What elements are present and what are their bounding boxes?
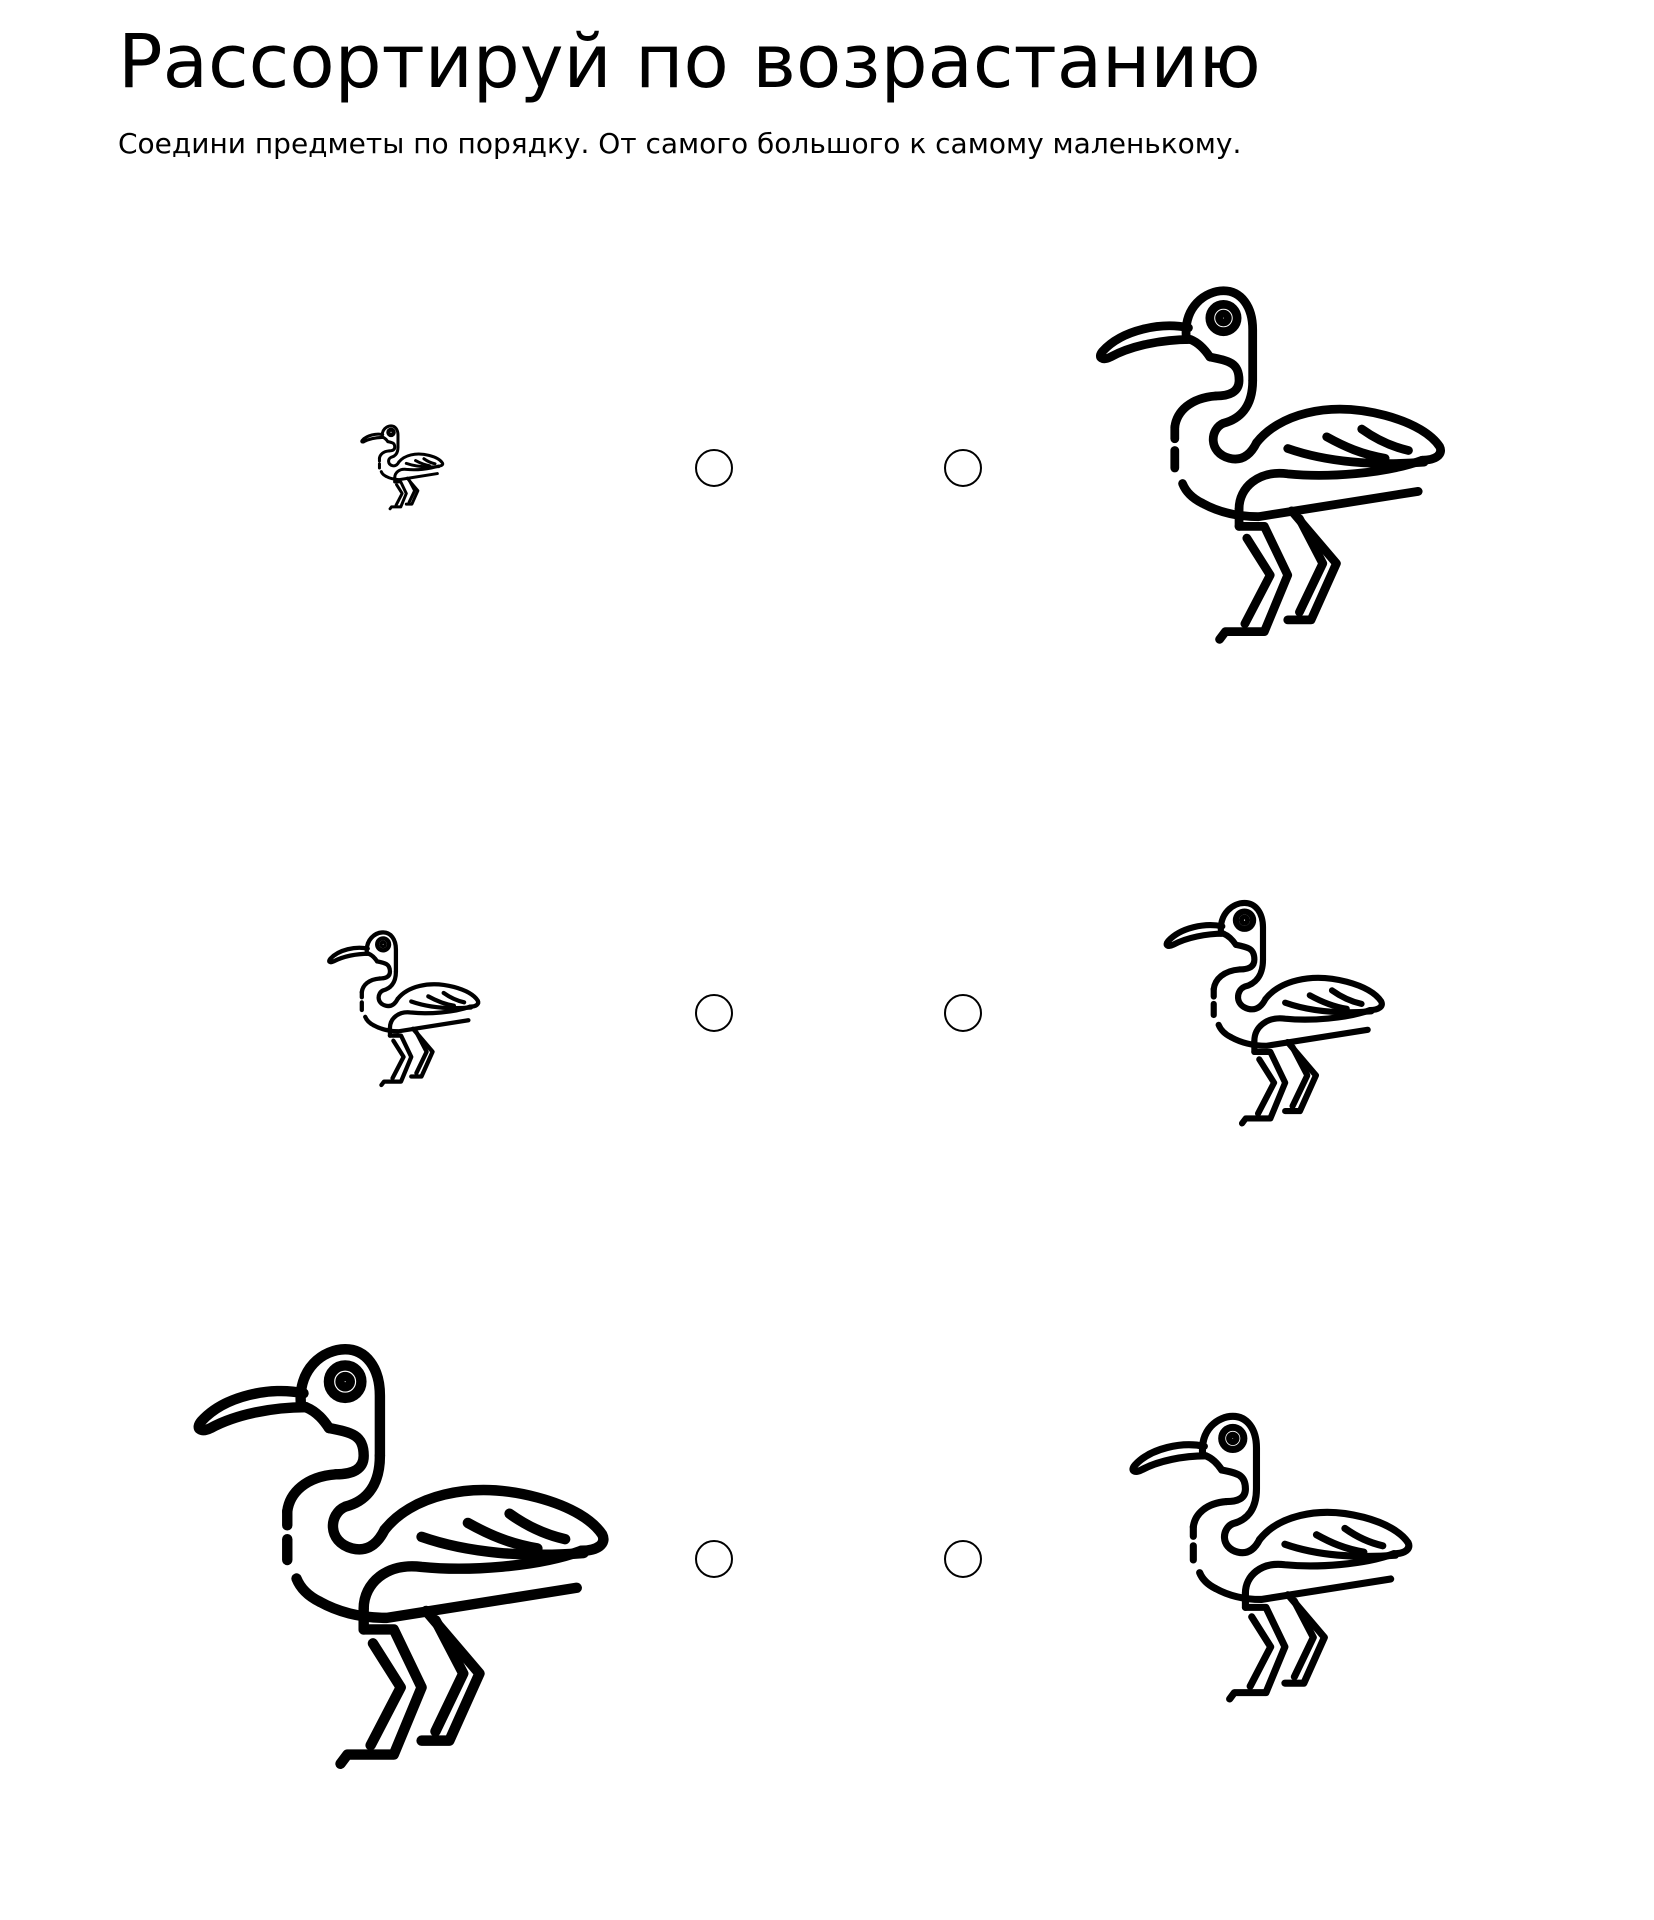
connect-point[interactable] bbox=[695, 994, 733, 1032]
heron-icon[interactable] bbox=[1127, 1380, 1427, 1740]
worksheet-instruction: Соедини предметы по порядку. От самого большого к самому маленькому. bbox=[118, 127, 1242, 160]
heron-icon[interactable] bbox=[1162, 874, 1396, 1156]
worksheet-title: Рассортируй по возрастанию bbox=[118, 19, 1261, 105]
connect-point[interactable] bbox=[944, 1540, 982, 1578]
connect-point[interactable] bbox=[695, 449, 733, 487]
connect-point[interactable] bbox=[944, 449, 982, 487]
heron-icon[interactable] bbox=[326, 912, 488, 1108]
heron-icon[interactable] bbox=[360, 410, 448, 526]
heron-icon[interactable] bbox=[190, 1300, 630, 1820]
connect-point[interactable] bbox=[695, 1540, 733, 1578]
heron-icon[interactable] bbox=[1093, 248, 1463, 688]
connect-point[interactable] bbox=[944, 994, 982, 1032]
